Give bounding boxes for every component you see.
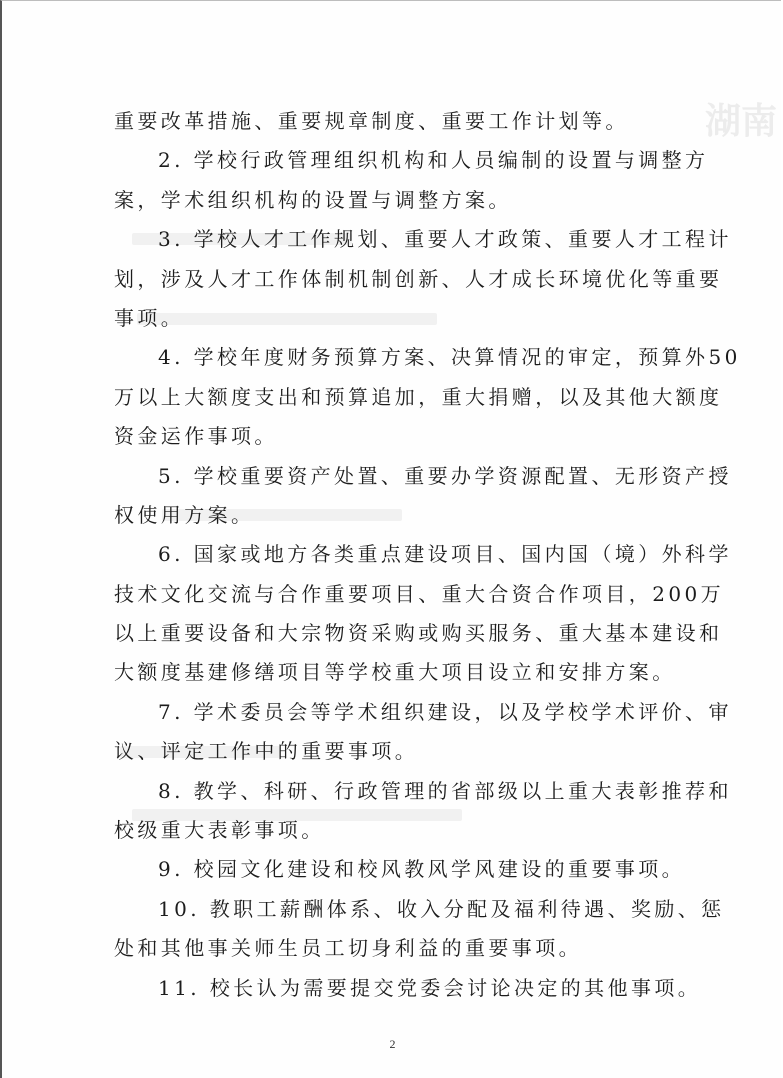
text-line: 7. 学术委员会等学术组织建设，以及学校学术评价、审	[158, 699, 732, 724]
bleed-through-heading: 湖南	[705, 100, 778, 142]
text-line: 4. 学校年度财务预算方案、决算情况的审定，预算外50	[158, 345, 741, 370]
text-line: 处和其他事关师生员工切身利益的重要事项。	[114, 936, 582, 961]
text-line: 技术文化交流与合作重要项目、重大合资合作项目，200万	[114, 581, 724, 606]
text-line: 议、评定工作中的重要事项。	[114, 739, 419, 764]
text-line: 11. 校长认为需要提交党委会讨论决定的其他事项。	[158, 975, 702, 1000]
text-line: 8. 教学、科研、行政管理的省部级以上重大表彰推荐和	[158, 778, 732, 803]
text-line: 校级重大表彰事项。	[114, 818, 325, 843]
text-line: 2. 学校行政管理组织机构和人员编制的设置与调整方	[158, 148, 709, 173]
body-text	[114, 102, 741, 1008]
text-line: 10. 教职工薪酬体系、收入分配及福利待遇、奖励、惩	[158, 896, 725, 921]
text-line: 案，学术组织机构的设置与调整方案。	[114, 187, 512, 212]
text-line: 5. 学校重要资产处置、重要办学资源配置、无形资产授	[158, 463, 732, 488]
text-line: 3. 学校人才工作规划、重要人才政策、重要人才工程计	[158, 227, 732, 252]
text-line: 大额度基建修缮项目等学校重大项目设立和安排方案。	[114, 660, 676, 685]
text-line: 6. 国家或地方各类重点建设项目、国内国（境）外科学	[158, 542, 732, 567]
text-line: 权使用方案。	[114, 502, 255, 527]
text-line: 重要改革措施、重要规章制度、重要工作计划等。	[114, 109, 629, 133]
text-line: 划，涉及人才工作体制机制创新、人才成长环境优化等重要	[114, 266, 723, 291]
text-line: 事项。	[114, 305, 185, 330]
text-line: 以上重要设备和大宗物资采购或购买服务、重大基本建设和	[114, 621, 723, 646]
text-line: 资金运作事项。	[114, 424, 278, 449]
page-number: 2	[389, 1037, 396, 1051]
text-line: 万以上大额度支出和预算追加，重大捐赠，以及其他大额度	[114, 384, 723, 409]
text-line: 9. 校园文化建设和校风教风学风建设的重要事项。	[158, 857, 686, 882]
